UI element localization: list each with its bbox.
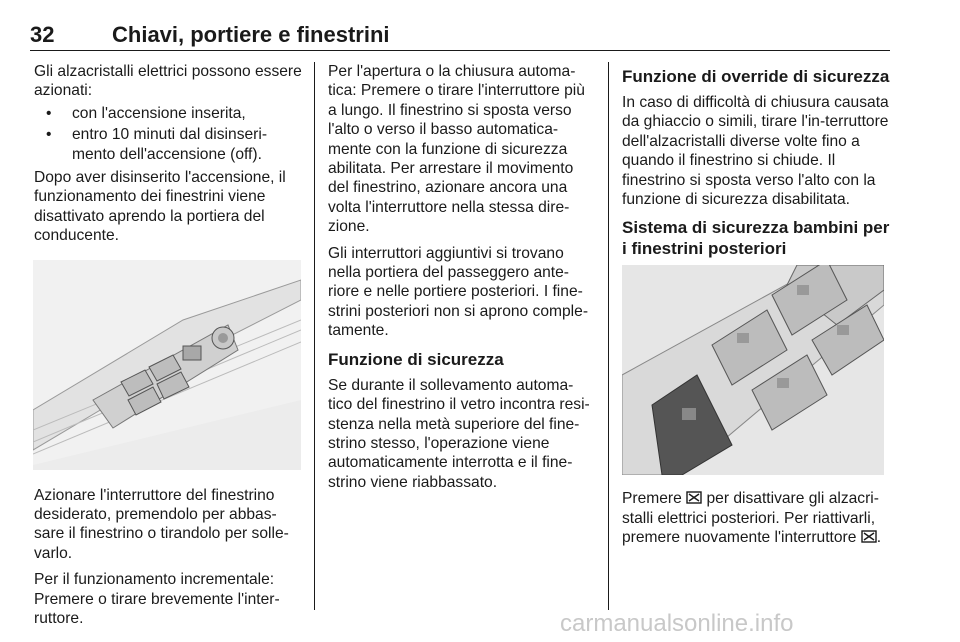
window-lock-icon bbox=[686, 490, 702, 505]
paragraph bbox=[622, 489, 890, 547]
page-header bbox=[30, 14, 890, 51]
section-heading: Funzione di sicurezza bbox=[328, 349, 504, 369]
condition-list bbox=[34, 104, 302, 164]
list-item: • con l'accensione inserita, bbox=[34, 104, 302, 123]
column-divider bbox=[314, 62, 315, 610]
column-2 bbox=[328, 62, 593, 499]
section-heading: Funzione di override di sicurezza bbox=[622, 67, 890, 86]
column-divider bbox=[608, 62, 609, 610]
paragraph: Gli interruttori aggiuntivi si trovano nella portiera del passeggero ante-riore e nelle portiere posteriori. I fine-strini posteriori non si aprono comple-tamente. bbox=[328, 244, 589, 340]
paragraph: In caso di difficoltà di chiusura causata da ghiaccio o simili, tirare l'in-terruttore dell'alzacristalli diverse volte fino a quando il finestrino si chiude. Il finestrino si sposta verso l'alto con la funzione di sicurezza disabilitata. bbox=[622, 94, 889, 209]
paragraph: Per l'apertura o la chiusura automa-tica: Premere o tirare l'interruttore più a lungo. Il finestrino si sposta verso l'alto o verso il basso automatica-mente con la funzione di sicurezza abilitata. Per arrestare il movimento del finestrino, azionare ancora una volta l'interruttore nella stessa dire-zione. bbox=[328, 63, 585, 236]
section-heading: Sistema di sicurezza bambini per i finestrini posteriori bbox=[622, 218, 890, 259]
list-item: • entro 10 minuti dal disinseri-mento dell'accensione (off). bbox=[34, 125, 302, 164]
intro-paragraph: Gli alzacristalli elettrici possono essere azionati: bbox=[34, 63, 302, 100]
text-run: per disattivare gli alzacri-stalli elettrici posteriori. Per riattivarli, premere nuovamente l'interruttore bbox=[622, 490, 879, 547]
window-lock-icon bbox=[861, 529, 877, 544]
child-lock-switch-illustration bbox=[622, 265, 884, 475]
paragraph: Per il funzionamento incrementale: Premere o tirare brevemente l'inter-ruttore. bbox=[34, 571, 280, 628]
text-run: . bbox=[876, 529, 882, 547]
paragraph: Dopo aver disinserito l'accensione, il funzionamento dei finestrini viene disattivato aprendo la portiera del conducente. bbox=[34, 169, 286, 245]
paragraph: Se durante il sollevamento automa-tico del finestrino il vetro incontra resi-stenza nella metà superiore del fine-strino stesso, l'operazione viene automaticamente interrotta e il fine-strino viene riabbassato. bbox=[328, 376, 590, 491]
text-run: Premere bbox=[622, 490, 682, 508]
page-number: 32 bbox=[30, 22, 55, 47]
window-switch-illustration bbox=[33, 260, 301, 470]
column-1 bbox=[34, 62, 302, 636]
page-title: Chiavi, portiere e finestrini bbox=[112, 22, 390, 47]
watermark: carmanualsonline.info bbox=[560, 610, 794, 637]
paragraph: Azionare l'interruttore del finestrino desiderato, premendolo per abbas-sare il finestrino o tirandolo per solle-varlo. bbox=[34, 486, 289, 562]
column-3 bbox=[622, 62, 890, 555]
